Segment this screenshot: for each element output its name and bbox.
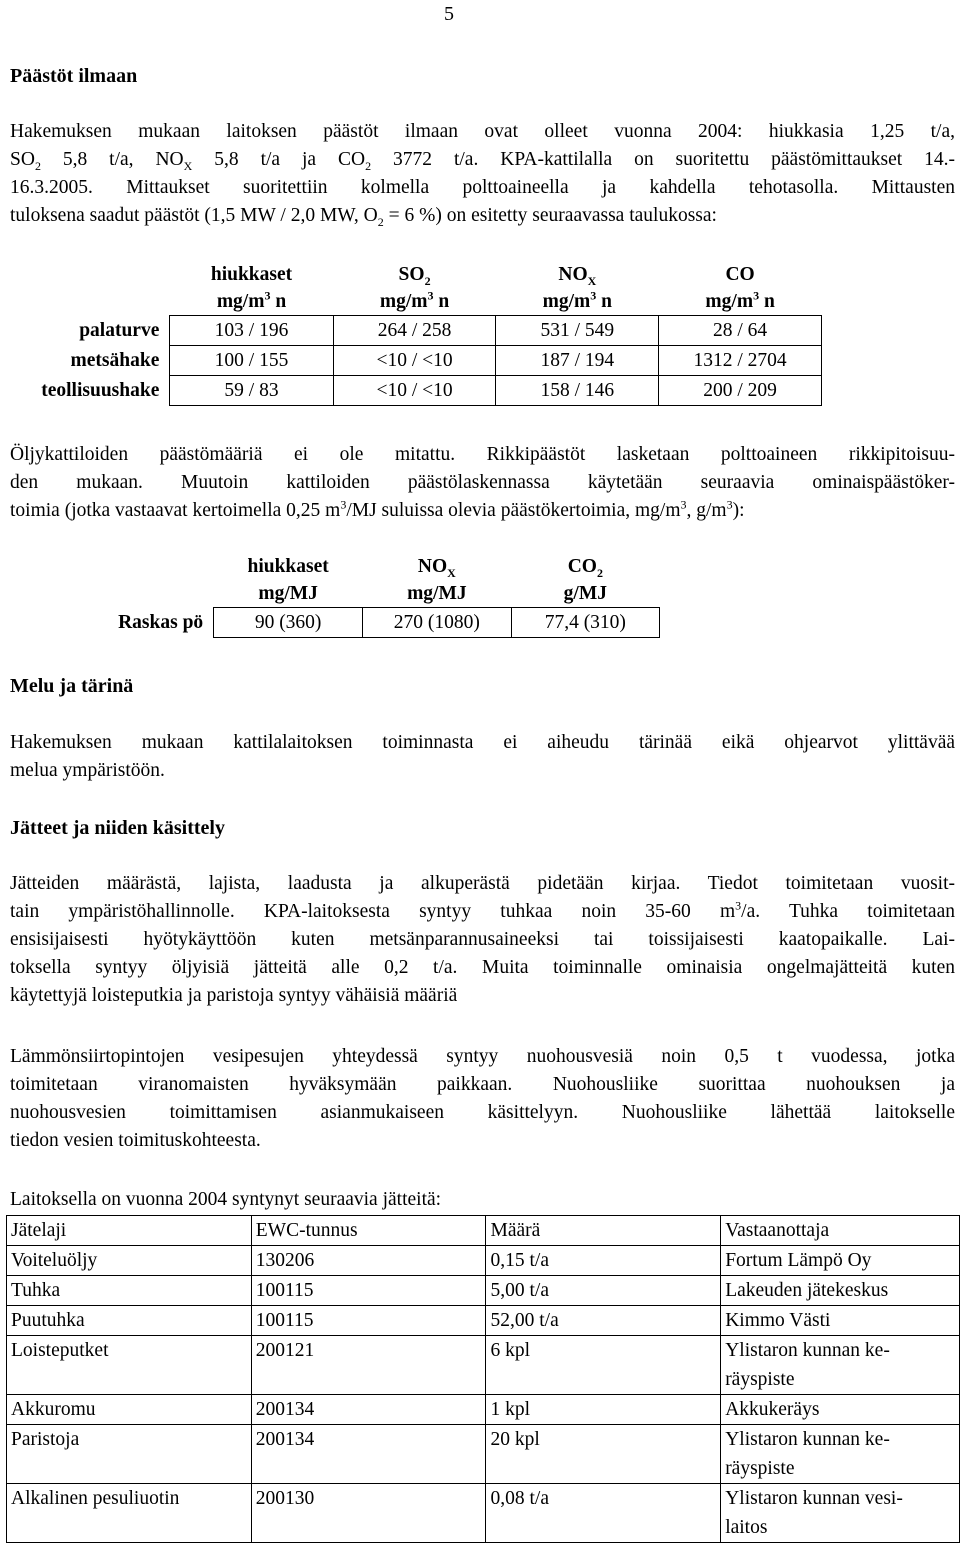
table-row [10, 316, 822, 346]
header-subscript: 2 [596, 565, 603, 580]
table-cell: 100115 [251, 1276, 486, 1306]
script-text: X [183, 158, 193, 173]
table-cell: 52,00 t/a [486, 1306, 721, 1336]
table-row [7, 1276, 960, 1306]
paragraph-waste-2 [10, 1043, 955, 1155]
column-header [511, 553, 659, 608]
script-text: 2 [365, 158, 372, 173]
header-unit-tail: n [270, 291, 287, 312]
text-line: tiedon vesien toimituskohteesta. [10, 1130, 261, 1151]
table-cell: Ylistaron kunnan vesi- laitos [721, 1484, 960, 1543]
column-header: Jätelaji [7, 1216, 252, 1246]
corner-cell [30, 553, 214, 608]
header-subscript: 2 [424, 273, 431, 288]
table-cell: 1312 / 2704 [659, 346, 822, 376]
table-cell: 270 (1080) [363, 608, 512, 638]
table-cell: 20 kpl [486, 1425, 721, 1484]
text-run: 5,8 t/a, NO [40, 149, 184, 170]
text-line: käytettyjä loisteputkia ja paristoja syntyy vähäisiä määriä [10, 985, 458, 1006]
header-unit: mg/m [379, 291, 428, 312]
table-cell: <10 / <10 [333, 376, 496, 406]
table-row [7, 1425, 960, 1484]
table-cell: 0,15 t/a [486, 1246, 721, 1276]
column-header: Vastaanottaja [721, 1216, 960, 1246]
text-run: SO [10, 149, 35, 170]
header-subscript: X [447, 565, 456, 580]
table-cell: 187 / 194 [496, 346, 659, 376]
text-line: toimitetaan viranomaisten hyväksymään paikkaan. Nuohousliike suorittaa nuohouksen ja [10, 1074, 955, 1095]
paragraph-air-emissions [10, 118, 955, 230]
header-main: SO [398, 264, 425, 285]
text-run: /MJ suluissa olevia päästökertoimia, mg/m [346, 500, 681, 521]
column-header [170, 261, 333, 316]
column-header [496, 261, 659, 316]
header-main: CO [725, 264, 755, 285]
table-cell: 0,08 t/a [486, 1484, 721, 1543]
text-line [10, 497, 955, 525]
table-cell: Ylistaron kunnan ke- räyspiste [721, 1425, 960, 1484]
text-line: nuohousvesien toimittamisen asianmukaiseen käsittelyyn. Nuohousliike lähettää laitokselle [10, 1102, 955, 1123]
header-unit: mg/m [542, 291, 591, 312]
header-unit: mg/m [216, 291, 265, 312]
script-text: 3 [680, 497, 687, 512]
table-cell: 100 / 155 [170, 346, 333, 376]
text-line: Lämmönsiirtopintojen vesipesujen yhteydessä syntyy nuohousvesiä noin 0,5 t vuodessa, jotka [10, 1046, 955, 1067]
column-header [659, 261, 822, 316]
table-cell: Ylistaron kunnan ke- räyspiste [721, 1336, 960, 1395]
text-line: toksella syntyy öljyisiä jätteitä alle 0,2 t/a. Muita toiminnalle ominaisia ongelmajätteitä kuten [10, 957, 955, 978]
table-row [10, 376, 822, 406]
text-line: Jätteiden määrästä, lajista, laadusta ja alkuperästä pidetään kirjaa. Tiedot toimitetaan vuosit- [10, 873, 955, 894]
table-cell: 264 / 258 [333, 316, 496, 346]
paragraph-noise [10, 729, 955, 785]
table-cell: 158 / 146 [496, 376, 659, 406]
table-cell: 90 (360) [214, 608, 363, 638]
text-line: Hakemuksen mukaan kattilalaitoksen toiminnasta ei aiheudu tärinää eikä ohjearvot ylittävää [10, 732, 955, 753]
header-main: hiukkaset [247, 556, 329, 577]
table-cell: Voiteluöljy [7, 1246, 252, 1276]
table-cell: 200134 [251, 1425, 486, 1484]
text-line: ensisijaisesti hyötykäyttöön kuten metsänparannusaineeksi tai toissijaisesti kaatopaikalle. Lai- [10, 929, 955, 950]
text-run: = 6 %) on esitetty seuraavassa taulukossa: [383, 205, 717, 226]
header-superscript: 3 [753, 288, 760, 303]
text-line [10, 202, 955, 230]
table-cell: 531 / 549 [496, 316, 659, 346]
waste-table [6, 1215, 960, 1543]
header-unit: mg/m [705, 291, 754, 312]
table-cell: 5,00 t/a [486, 1276, 721, 1306]
table-cell: Puutuhka [7, 1306, 252, 1336]
text-line: Hakemuksen mukaan laitoksen päästöt ilmaan ovat olleet vuonna 2004: hiukkasia 1,25 t/a, [10, 121, 955, 142]
header-unit-tail: n [759, 291, 775, 312]
header-subscript: X [587, 273, 597, 288]
row-label: Raskas pö [118, 611, 204, 633]
script-text: 3 [340, 497, 347, 512]
table-cell: 130206 [251, 1246, 486, 1276]
header-unit: g/MJ [563, 583, 607, 604]
header-main: CO [567, 556, 597, 577]
header-row [7, 1216, 960, 1246]
table-cell: Tuhka [7, 1276, 252, 1306]
table-cell: Kimmo Västi [721, 1306, 960, 1336]
table-row [30, 608, 660, 638]
table-cell: 200 / 209 [659, 376, 822, 406]
emission-factor-table [30, 553, 660, 638]
paragraph-waste-1 [10, 870, 955, 1010]
text-line: melua ympäristöön. [10, 760, 165, 781]
table-cell: Fortum Lämpö Oy [721, 1246, 960, 1276]
row-label: teollisuushake [41, 379, 160, 401]
script-text: 2 [377, 214, 384, 229]
header-unit-tail: n [596, 291, 613, 312]
table-cell: 200121 [251, 1336, 486, 1395]
header-unit: mg/MJ [407, 583, 467, 604]
text-run: 5,8 t/a ja CO [192, 149, 366, 170]
text-line: den mukaan. Muutoin kattiloiden päästölaskennassa käytetään seuraavia ominaispäästöker- [10, 472, 955, 493]
script-text: 3 [726, 497, 733, 512]
header-unit: mg/MJ [258, 583, 318, 604]
table-cell: 59 / 83 [170, 376, 333, 406]
table-cell: 200134 [251, 1395, 486, 1425]
table-cell: 200130 [251, 1484, 486, 1543]
table-cell: 1 kpl [486, 1395, 721, 1425]
column-header: EWC-tunnus [251, 1216, 486, 1246]
heading-air-emissions: Päästöt ilmaan [10, 65, 138, 87]
table-row [7, 1395, 960, 1425]
text-run: /a. Tuhka toimitetaan [741, 901, 955, 922]
header-superscript: 3 [427, 288, 434, 303]
table-cell: 77,4 (310) [511, 608, 659, 638]
header-unit-tail: n [433, 291, 450, 312]
table-cell: Alkalinen pesuliuotin [7, 1484, 252, 1543]
page-number: 5 [444, 3, 454, 25]
corner-cell [10, 261, 170, 316]
table-cell: 100115 [251, 1306, 486, 1336]
column-header [214, 553, 363, 608]
table-row [7, 1306, 960, 1336]
table-cell: Lakeuden jätekeskus [721, 1276, 960, 1306]
paragraph-factors [10, 441, 955, 525]
script-text: 3 [735, 898, 742, 913]
header-main: hiukkaset [210, 264, 293, 285]
table-cell: <10 / <10 [333, 346, 496, 376]
text-run: , g/m [686, 500, 727, 521]
text-line [10, 146, 955, 174]
table-cell: Paristoja [7, 1425, 252, 1484]
heading-waste: Jätteet ja niiden käsittely [10, 817, 225, 839]
table-cell: Loisteputket [7, 1336, 252, 1395]
paragraph-waste-3: Laitoksella on vuonna 2004 syntynyt seuraavia jätteitä: [10, 1189, 442, 1210]
text-line [10, 898, 955, 926]
table-cell: 103 / 196 [170, 316, 333, 346]
text-run: toimia (jotka vastaavat kertoimella 0,25 m [10, 500, 341, 521]
text-run: tuloksena saadut päästöt (1,5 MW / 2,0 MW, O [10, 205, 378, 226]
text-line: 16.3.2005. Mittaukset suoritettiin kolmella polttoaineella ja kahdella tehotasolla. Mittausten [10, 177, 955, 198]
text-line: Öljykattiloiden päästömääriä ei ole mitattu. Rikkipäästöt lasketaan polttoaineen rikkipitoisuu- [10, 444, 955, 465]
header-main: NO [417, 556, 448, 577]
column-header: Määrä [486, 1216, 721, 1246]
text-run: 3772 t/a. KPA-kattilalla on suoritettu päästömittaukset 14.- [371, 149, 956, 170]
header-superscript: 3 [264, 288, 271, 303]
header-main: NO [558, 264, 588, 285]
text-run: tain ympäristöhallinnolle. KPA-laitoksesta syntyy tuhkaa noin 35-60 m [10, 901, 736, 922]
table-row [7, 1246, 960, 1276]
table-row [7, 1336, 960, 1395]
table-row [7, 1484, 960, 1543]
row-label: metsähake [70, 349, 160, 371]
table-cell: Akkuromu [7, 1395, 252, 1425]
emissions-table [10, 261, 822, 406]
header-superscript: 3 [590, 288, 597, 303]
row-label: palaturve [79, 319, 160, 341]
table-row [10, 346, 822, 376]
column-header [333, 261, 496, 316]
column-header [363, 553, 512, 608]
text-run: ): [732, 500, 745, 521]
table-cell: 28 / 64 [659, 316, 822, 346]
heading-noise: Melu ja tärinä [10, 675, 134, 697]
table-cell: Akkukeräys [721, 1395, 960, 1425]
table-cell: 6 kpl [486, 1336, 721, 1395]
script-text: 2 [34, 158, 41, 173]
